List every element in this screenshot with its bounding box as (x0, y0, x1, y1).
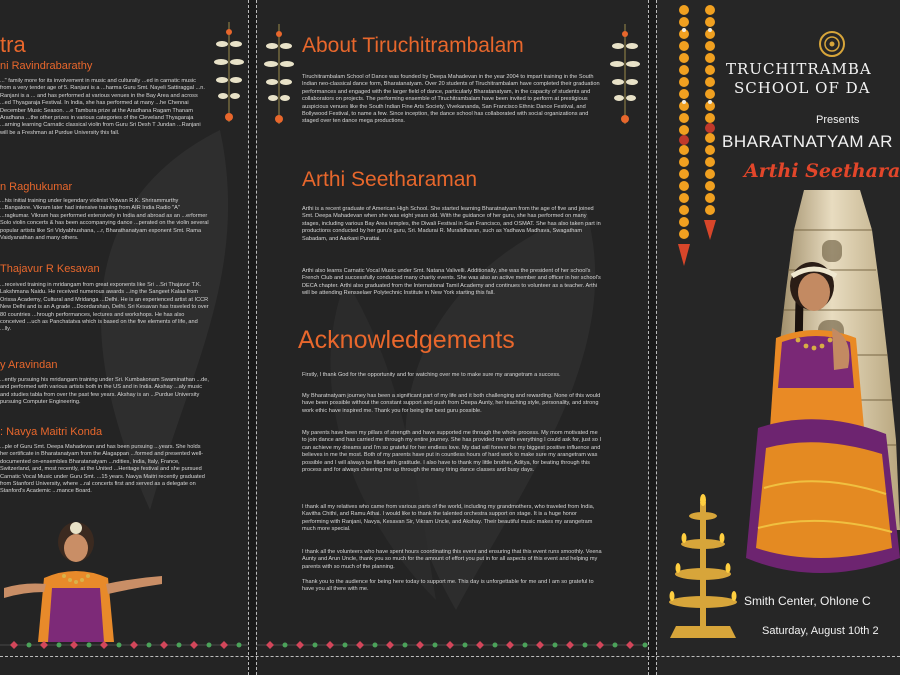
flower-garland-icon (264, 24, 294, 129)
left-heading-4: y Aravindan (0, 359, 58, 371)
fold-guide-line (256, 0, 257, 675)
decorative-border-bottom (0, 638, 248, 652)
dancer-pose-image (4, 518, 164, 642)
ack-para: My parents have been my pillars of strength and have supported me through the whole process. My mom motivated me to join dance and has carried me through my entire journey. She has provided me with everything I could ask for, just so I can achieve my dreams and I'm so grateful for her endless love. My dad will forever be my biggest positive influence and believes in me the most. Both of my parents have put in countless hours of hard work to make sure my arangetram was possible and I will always be filled with gratitude. I also have to thank my little brother, Aditya, for beating through this process and for always cheering me up through the many tiring dance classes and busy days. (302, 430, 602, 474)
ack-body (302, 372, 602, 594)
arthi-text-2: Arthi also learns Carnatic Vocal Music under Smt. Natana Valivelli. Additionally, she was the president of her school's French Club and successfully conducted many charity events. She was also an active member and officer in her school's DECA chapter. Arthi also graduated from the International Tamil Academy and continues to volunteer as a teacher. Arthi will be attending Rensselaer Polytechnic Institute in New York starting this fall. (302, 268, 601, 297)
school-name (726, 60, 900, 98)
left-para-2: ...his initial training under legendary violinist Vidwan R.K. Shrirammurthy ...Bangalore. Vikram later had intensive training from AIR India Radio "A" ...ragkumar. Vikram has performed extensively in India and abroad as an ...erformer Solo violin concerts & has been accompanying dance ...perated on the violin several popular artists like Sri Vidyabhushana, ...r, Bharathanatyam exponent Smt. Rama Vaidyanathan and many others. (0, 198, 209, 242)
ack-para: Thank you to the audience for being here today to support me. This day is unforgettable for me and I am so grateful to have you all there with me. (302, 579, 594, 593)
school-name-line-1: TRUCHITRAMBA (726, 60, 872, 78)
fold-guide-line (0, 656, 900, 657)
event-title: BHARATNATYAM AR (722, 132, 893, 151)
left-heading: tra (0, 32, 26, 57)
dancer-portrait-image (736, 258, 900, 598)
ack-para: Firstly, I thank God for the opportunity and for watching over me to make sure my arangetram a success. (302, 372, 561, 378)
school-logo-icon (818, 30, 846, 58)
school-name-line-2: SCHOOL OF DA (734, 79, 871, 97)
left-para-4: ...ently pursuing his mridangam training under Sri. Kumbakonam Swaminathan ...de, and performed with various artists both in the US and in India. Akshay ...aly music and studies tabla from over the past few years. Akshay is an ...Purdue University pursuing Computer Engineering. (0, 377, 209, 406)
left-subheading: ni Ravindrabarathy (0, 60, 93, 72)
arthi-heading: Arthi Seetharaman (302, 168, 478, 191)
middle-panel (256, 0, 648, 675)
left-heading-3: Thajavur R Kesavan (0, 263, 100, 275)
left-heading-5: : Navya Maitri Konda (0, 426, 103, 438)
left-panel (0, 0, 248, 675)
fold-guide-line (648, 0, 649, 675)
marigold-garland-icon (670, 0, 726, 275)
ack-para: My Bharatnatyam journey has been a significant part of my life and it both challenging and rewarding. None of this would have been possible without the constant support and push from Deepa Aunty, her teaching style, personality, and strong work ethic have inspired me. Thank you for being the best guru possible. (302, 393, 601, 414)
dancer-name: Arthi Seethara (744, 160, 900, 182)
arthi-text-1: Arthi is a recent graduate of American High School. She started learning Bharatnatyam from the age of five and joined Smt. Deepa Mahadevan when she was eight years old. With the guidance of her guru, she has performed on many stages, including various Bay Area temples, the Diwali Festival in San Francisco, and OSMAT. She has also taken part in productions conducted by her guru's guru, Sri. Madurai R. Muralidharan, such as Yadhava Madhava, Swagatham Sabadam, and Aarkani Purattai. (302, 206, 601, 242)
left-para-1: ..." family more for its involvement in music and culturally ...ed in carnatic music from a very tender age of 5. Ranjani is a ...harma Guru Smt. Nayeli Sattiraggal ...n. Ranjani is a ... and has performed at various venues in the Bay Area and across ...ed Thyagaraja Festival. In India, she has performed at many ...he Chennai December Music Season. ...e Tambura prize at the Aradhana Ragam Thanam Aradhana ...the other prizes in various categories of the Cleveland Thyagaraja ...arning learning Carnatic classical violin from Guru Sri Desh T Jundan ...Ranjani will be a Freshman at Purdue University this fall. (0, 78, 205, 136)
left-para-3: ...received training in mridangam from great exponents like Sri ...Sri Thajavur T.K. Lakshmana Naidu. He received numerous awards ...ing the Sangeet Kalaa from Orissa Academy, Cultural and Mridanga ...Delhi. He is an experienced artist at ICCR New Delhi and is an A grade ...Doordarshan, Delhi. Sri Kesavan has traveled to over 80 countries ...hrough performances, lectures and workshops. He has also conceived ...uch as Panchatatva which is based on the five elements of life, and ...lly. (0, 282, 209, 333)
fold-guide-line (656, 0, 657, 675)
left-para-5: ...ple of Guru Smt. Deepa Mahadevan and has been pursuing ...years. She holds her certificate in Bharatanatyam from the Alagappan ...formed and presented well-documented on-ensembles Bharatanatyam ...ndities, India, Italy, France, Switzerland, and, most recently, at the United ...Heritage festival and she pursued Carnatic Vocal Music under Guru Smt. ...15 years. Navya Maitri recently graduated from Stanford University, where ...ral concerts first and served as a delegate on Stanford's Academic ...mance Board. (0, 444, 205, 495)
flower-garland-icon (214, 22, 244, 127)
ack-para: I thank all the volunteers who have spent hours coordinating this event and ensuring that this event runs smoothly. Veena Aunty and Arun Uncle, thank you so much for the amount of effort you put in for all aspects of this event and helping my parents with so much of the planning. (302, 549, 602, 570)
ack-heading: Acknowledgements (298, 326, 515, 354)
venue-text: Smith Center, Ohlone C (744, 594, 871, 608)
presents-text: Presents (816, 114, 860, 126)
about-heading: About Tiruchitrambalam (302, 34, 524, 57)
decorative-border-bottom (256, 638, 648, 652)
about-text: Tiruchitrambalam School of Dance was founded by Deepa Mahadevan in the year 2004 to impart training in the South Indian neo-classical dance form, Bharatanatyam. Over 20 students of Tiruchitrambalam have completed their graduation performances and engaged with the larger field of dance, particularly Bharatanatyam, in the capacity of students and collaborators on projects. The performing ensemble of Tiruchitrambalam have been invited to perform at prestigious auspicious venues like the South Indian Fine Arts Society, Vivekananda, San Francisco Ethnic Dance Festival, and Bollywood Festival, to name a few. Since inception, the dance school has collaborated with social organizations and staged over ten dance mega productions. (302, 74, 600, 125)
fold-guide-line (248, 0, 249, 675)
cover-panel (656, 0, 900, 675)
left-heading-2: n Raghukumar (0, 181, 73, 193)
ack-para: I thank all my relatives who came from various parts of the world, including my grandmothers, who traveled from India, Kavitha Chithi, and Ramu Athai. I would like to thank the talented orchestra support on stage. It is a huge honor performing with Ranjani, Navya, Kesavan Sir, Vikram Uncle, and Akshay. Their beautiful music makes my arangetram much more special. (302, 504, 595, 533)
brass-lamp-image (664, 492, 742, 638)
date-text: Saturday, August 10th 2 (762, 625, 879, 637)
flower-garland-icon (610, 24, 640, 129)
